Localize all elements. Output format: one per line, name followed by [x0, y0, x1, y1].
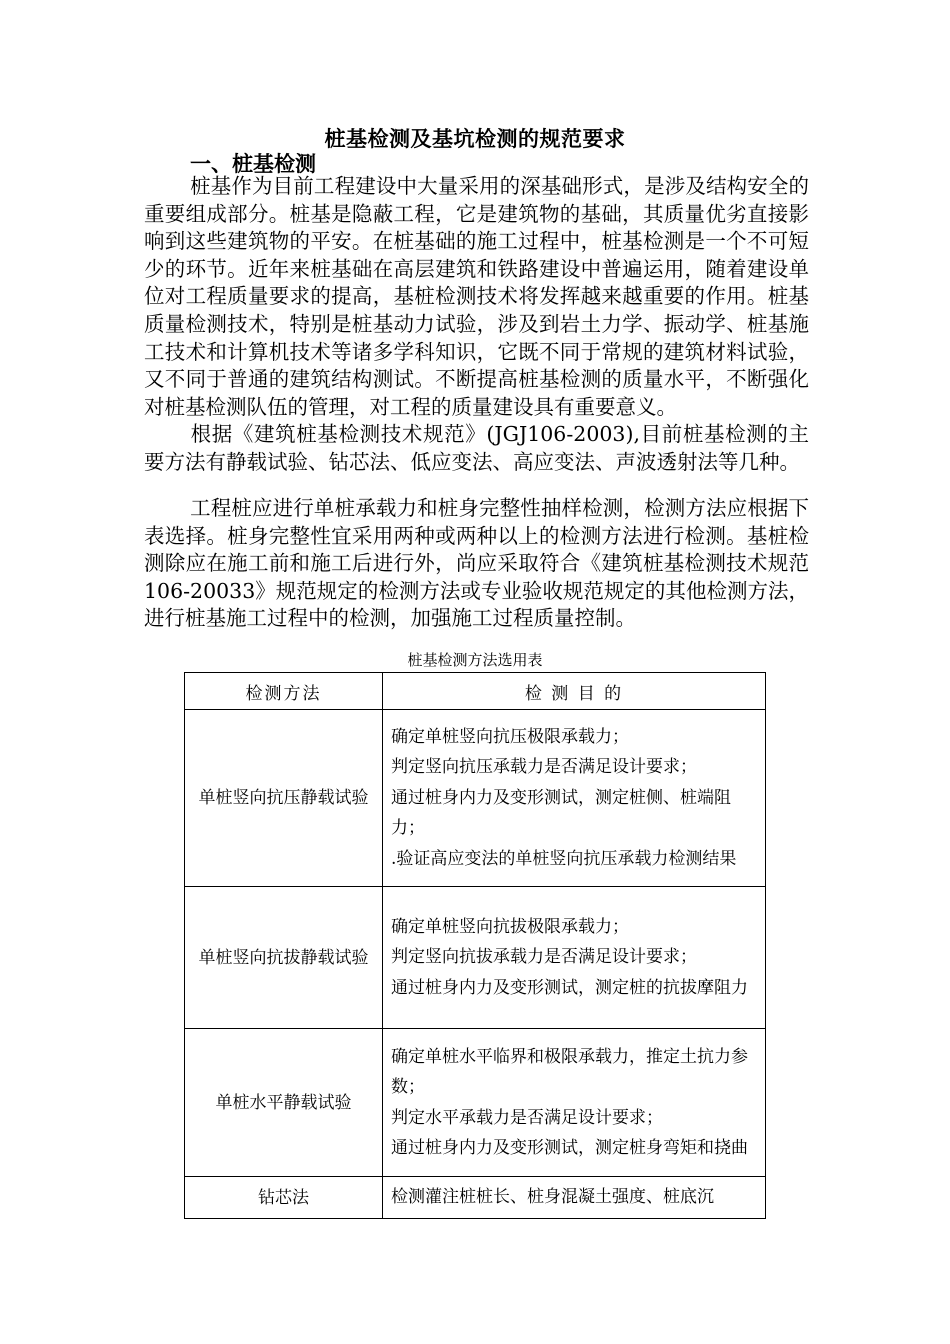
- purpose-line: 判定竖向抗拔承载力是否满足设计要求；: [391, 947, 697, 968]
- method-cell: 单桩水平静载试验: [185, 1029, 383, 1177]
- purpose-cell: [383, 887, 766, 1029]
- paragraph-methods-text: 根据《建筑桩基检测技术规范》(JGJ106-2003),目前桩基检测的主要方法有静载试验、钻芯法、低应变法、高应变法、声波透射法等几种。: [144, 422, 809, 474]
- document-title: 桩基检测及基坑检测的规范要求: [324, 126, 626, 151]
- table-row: [185, 1029, 766, 1177]
- header-method: 检测方法: [185, 673, 383, 710]
- section-heading-pile-testing: 一、桩基检测: [190, 151, 316, 176]
- method-cell: 单桩竖向抗拔静载试验: [185, 887, 383, 1029]
- purpose-line: .验证高应变法的单桩竖向抗压承载力检测结果: [391, 848, 737, 869]
- table-header-row: [185, 673, 766, 710]
- paragraph-intro: [144, 173, 809, 421]
- paragraph-intro-text: 桩基作为目前工程建设中大量采用的深基础形式，是涉及结构安全的重要组成部分。桩基是隐蔽工程，它是建筑物的基础，其质量优劣直接影响到这些建筑物的平安。在桩基础的施工过程中，桩基检测是一个不可短少的环节。近年来桩基础在高层建筑和铁路建设中普遍运用，随着建设单位对工程质量要求的提高，基桩检测技术将发挥越来越重要的作用。桩基质量检测技术，特别是桩基动力试验，涉及到岩土力学、振动学、桩基施工技术和计算机技术等诸多学科知识，它既不同于常规的建筑材料试验，又不同于普通的建筑结构测试。不断提高桩基检测的质量水平，不断强化对桩基检测队伍的管理，对工程的质量建设具有重要意义。: [144, 174, 809, 419]
- methods-table: [184, 672, 766, 1219]
- method-cell: 钻芯法: [185, 1177, 383, 1219]
- table-caption: 桩基检测方法选用表: [407, 651, 543, 669]
- header-purpose: 检 测 目 的: [383, 673, 766, 710]
- purpose-line: 判定竖向抗压承载力是否满足设计要求；: [391, 757, 697, 778]
- method-cell: 单桩竖向抗压静载试验: [185, 710, 383, 887]
- purpose-line: 确定单桩竖向抗压极限承载力；: [391, 726, 629, 747]
- purpose-line: 判定水平承载力是否满足设计要求；: [391, 1107, 663, 1128]
- purpose-line: 检测灌注桩桩长、桩身混凝土强度、桩底沉: [391, 1187, 714, 1208]
- purpose-line: 确定单桩水平临界和极限承载力，推定土抗力参数；: [391, 1046, 748, 1097]
- table-row: [185, 710, 766, 887]
- table-row: [185, 1177, 766, 1219]
- purpose-line: 通过桩身内力及变形测试，测定桩的抗拔摩阻力: [391, 977, 748, 998]
- paragraph-sampling-text: 工程桩应进行单桩承载力和桩身完整性抽样检测，检测方法应根据下表选择。桩身完整性宜采用两种或两种以上的检测方法进行检测。基桩检测除应在施工前和施工后进行外，尚应采取符合《建筑桩基检测技术规范106-20033》规范规定的检测方法或专业验收规范规定的其他检测方法，进行桩基施工过程中的检测，加强施工过程质量控制。: [144, 496, 809, 631]
- purpose-cell: [383, 1029, 766, 1177]
- paragraph-methods: [144, 421, 809, 476]
- purpose-cell: [383, 1177, 766, 1219]
- purpose-line: 确定单桩竖向抗拔极限承载力；: [391, 916, 629, 937]
- purpose-line: 通过桩身内力及变形测试，测定桩侧、桩端阻力；: [391, 787, 731, 839]
- table-row: [185, 887, 766, 1029]
- purpose-line: 通过桩身内力及变形测试，测定桩身弯矩和挠曲: [391, 1138, 748, 1158]
- paragraph-sampling: [144, 495, 809, 633]
- purpose-cell: [383, 710, 766, 887]
